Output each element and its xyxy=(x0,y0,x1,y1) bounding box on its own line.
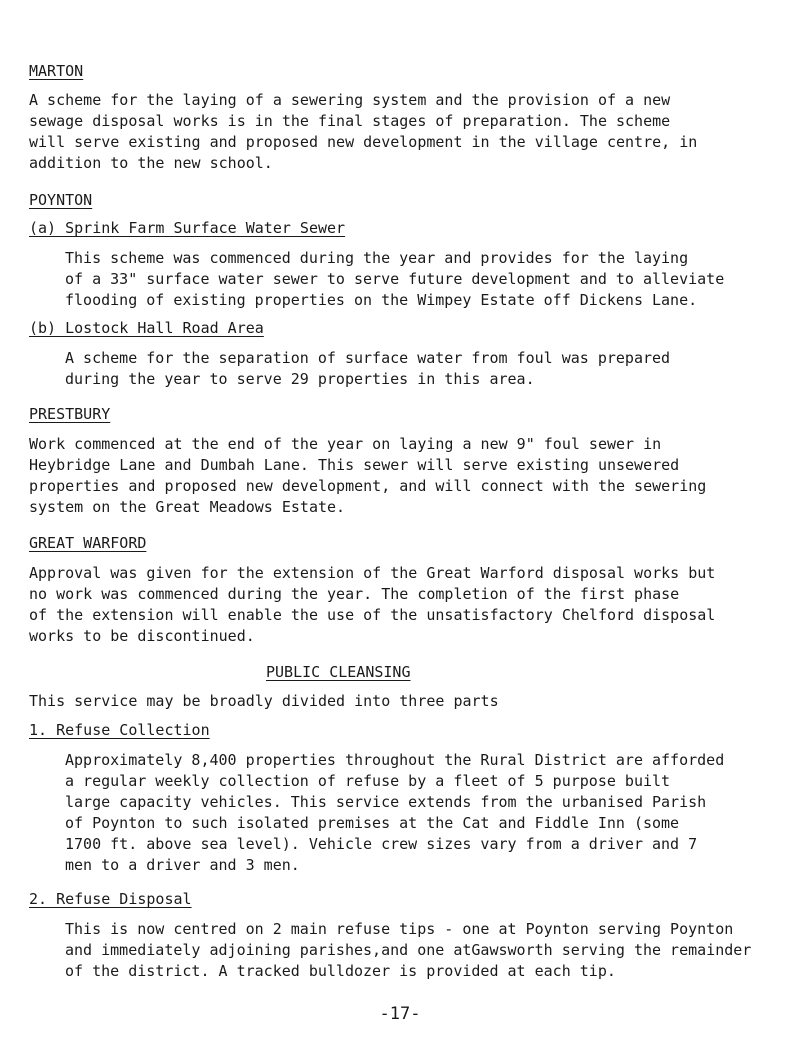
prestbury-line-3: properties and proposed new development, and will connect with the sewering xyxy=(29,477,707,495)
sprink-farm-line-2: of a 33" surface water sewer to serve future development and to alleviate xyxy=(65,270,725,288)
great-warford-line-1: Approval was given for the extension of the Great Warford disposal works but xyxy=(29,564,716,582)
refuse-disposal-line-3: of the district. A tracked bulldozer is provided at each tip. xyxy=(65,962,616,980)
refuse-collection-line-6: men to a driver and 3 men. xyxy=(65,856,300,874)
refuse-disposal-line-1: This is now centred on 2 main refuse tips - one at Poynton serving Poynton xyxy=(65,920,734,938)
subheading-refuse-collection: 1. Refuse Collection xyxy=(29,721,210,739)
page-number: -17- xyxy=(379,1004,421,1024)
marton-line-4: addition to the new school. xyxy=(29,154,273,172)
heading-great-warford: GREAT WARFORD xyxy=(29,534,147,552)
prestbury-line-1: Work commenced at the end of the year on laying a new 9" foul sewer in xyxy=(29,435,662,453)
prestbury-line-4: system on the Great Meadows Estate. xyxy=(29,498,346,516)
refuse-collection-line-5: 1700 ft. above sea level). Vehicle crew sizes vary from a driver and 7 xyxy=(65,835,698,853)
refuse-collection-line-1: Approximately 8,400 properties throughout the Rural District are afforded xyxy=(65,751,725,769)
great-warford-line-4: works to be discontinued. xyxy=(29,627,255,645)
subheading-refuse-disposal: 2. Refuse Disposal xyxy=(29,890,192,908)
lostock-hall-line-1: A scheme for the separation of surface water from foul was prepared xyxy=(65,349,671,367)
subheading-lostock-hall: (b) Lostock Hall Road Area xyxy=(29,319,264,337)
refuse-collection-line-4: of Poynton to such isolated premises at the Cat and Fiddle Inn (some xyxy=(65,814,680,832)
great-warford-line-2: no work was commenced during the year. The completion of the first phase xyxy=(29,585,680,603)
refuse-collection-line-3: large capacity vehicles. This service extends from the urbanised Parish xyxy=(65,793,707,811)
subheading-sprink-farm: (a) Sprink Farm Surface Water Sewer xyxy=(29,219,346,237)
sprink-farm-line-3: flooding of existing properties on the Wimpey Estate off Dickens Lane. xyxy=(65,291,698,309)
heading-prestbury: PRESTBURY xyxy=(29,405,111,423)
great-warford-line-3: of the extension will enable the use of the unsatisfactory Chelford disposal xyxy=(29,606,716,624)
lostock-hall-line-2: during the year to serve 29 properties in this area. xyxy=(65,370,535,388)
heading-marton: MARTON xyxy=(29,62,84,80)
heading-poynton: POYNTON xyxy=(29,191,93,209)
heading-public-cleansing: PUBLIC CLEANSING xyxy=(266,663,411,681)
refuse-collection-line-2: a regular weekly collection of refuse by a fleet of 5 purpose built xyxy=(65,772,671,790)
sprink-farm-line-1: This scheme was commenced during the year and provides for the laying xyxy=(65,249,689,267)
marton-line-3: will serve existing and proposed new development in the village centre, in xyxy=(29,133,698,151)
marton-line-2: sewage disposal works is in the final stages of preparation. The scheme xyxy=(29,112,671,130)
public-cleansing-intro: This service may be broadly divided into three parts xyxy=(29,692,499,710)
refuse-disposal-line-2: and immediately adjoining parishes,and one atGawsworth serving the remainder xyxy=(65,941,752,959)
prestbury-line-2: Heybridge Lane and Dumbah Lane. This sewer will serve existing unsewered xyxy=(29,456,680,474)
marton-line-1: A scheme for the laying of a sewering system and the provision of a new xyxy=(29,91,671,109)
